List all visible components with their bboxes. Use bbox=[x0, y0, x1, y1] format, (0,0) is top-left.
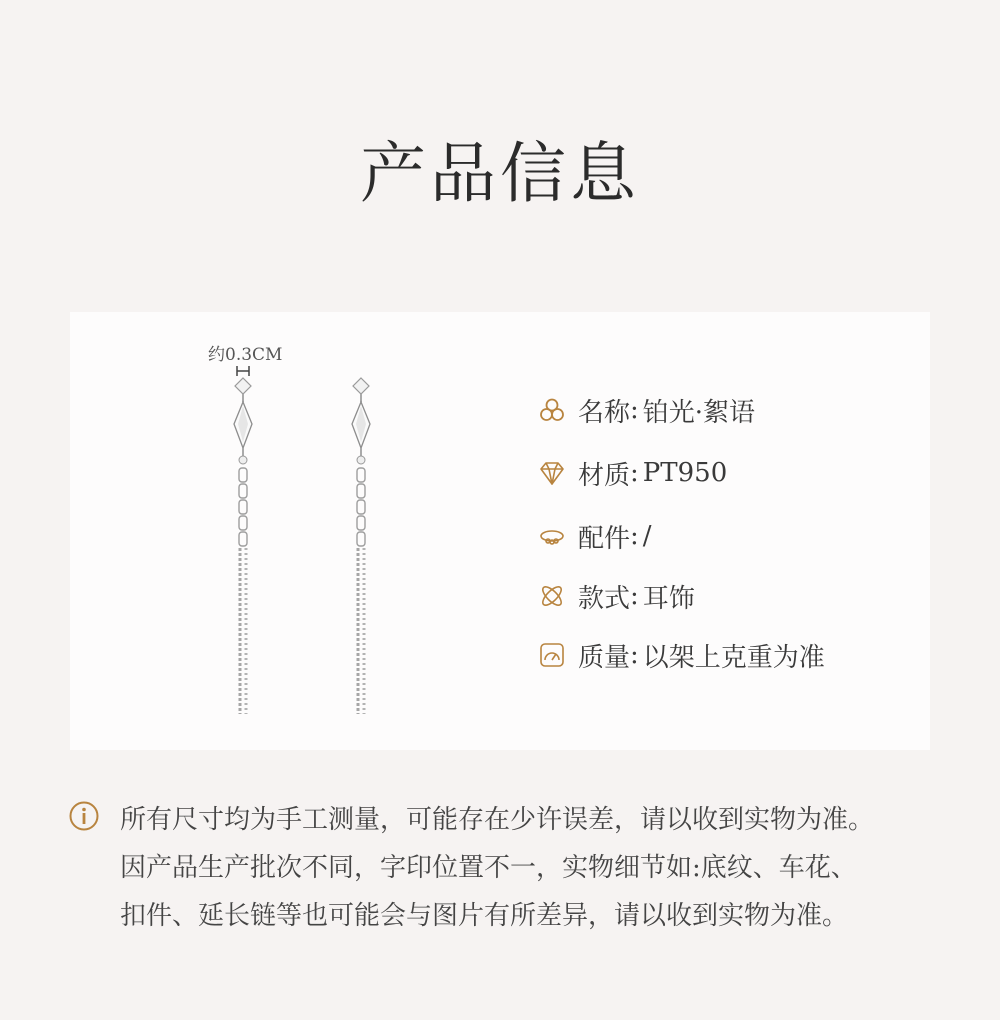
size-label: 约0.3CM bbox=[208, 345, 283, 365]
notice-line: 因产品生产批次不同，字印位置不一，实物细节如:底纹、车花、 bbox=[120, 853, 857, 883]
notice-line: 扣件、延长链等也可能会与图片有所差异，请以收到实物为准。 bbox=[120, 901, 849, 931]
earring-image-left bbox=[230, 376, 256, 716]
product-info-card bbox=[70, 312, 930, 750]
ring-icon bbox=[538, 522, 566, 550]
spec-row-weight: 质量 : 以架上克重为准 bbox=[538, 637, 825, 673]
diamond-icon bbox=[538, 459, 566, 487]
scale-icon bbox=[538, 641, 566, 669]
spec-row-material: 材质 : PT950 bbox=[538, 455, 727, 491]
info-icon bbox=[68, 800, 100, 832]
style-knot-icon bbox=[538, 582, 566, 610]
spec-value: 铂光·絮语 bbox=[642, 397, 756, 428]
page-title: 产品信息 bbox=[360, 135, 640, 212]
spec-row-name: 名称 : 铂光·絮语 bbox=[538, 392, 755, 428]
spec-row-style: 款式 : 耳饰 bbox=[538, 578, 695, 614]
notice-line: 所有尺寸均为手工测量，可能存在少许误差，请以收到实物为准。 bbox=[120, 805, 875, 835]
spec-row-accessory: 配件 : / bbox=[538, 518, 652, 554]
notice-text bbox=[120, 796, 960, 940]
spec-label: 名称 bbox=[578, 397, 631, 428]
size-indicator-icon bbox=[236, 366, 250, 376]
earring-image-right bbox=[348, 376, 374, 716]
three-circles-icon bbox=[538, 396, 566, 424]
